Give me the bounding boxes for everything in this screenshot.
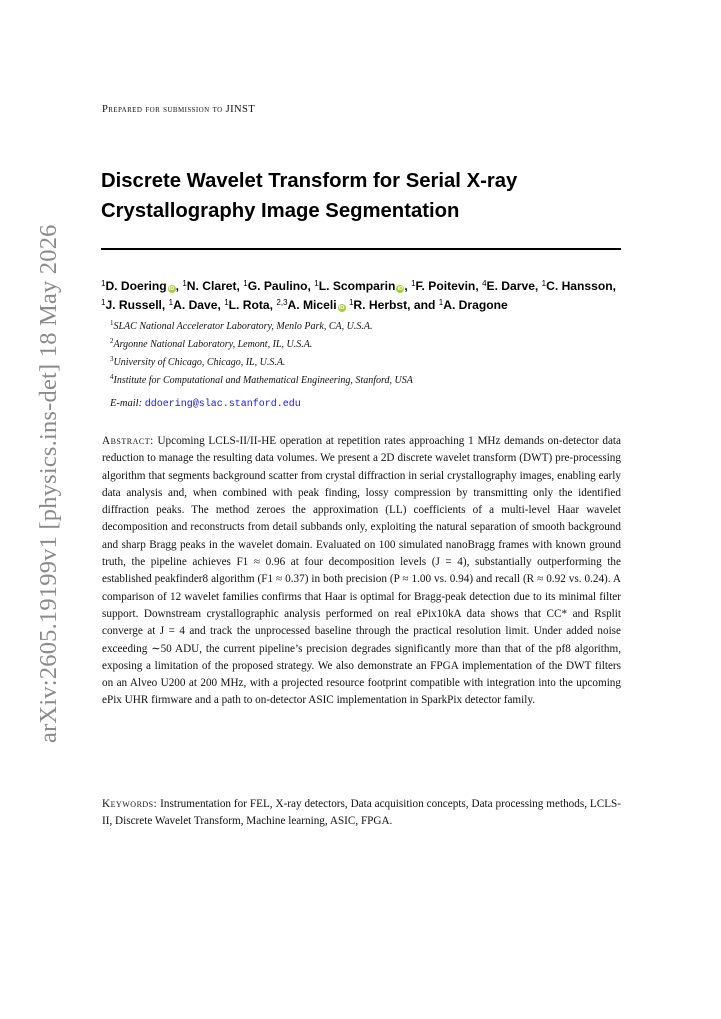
author-affiliation-mark: 2,3 bbox=[276, 298, 288, 307]
abstract-label: Abstract: bbox=[102, 435, 154, 447]
author-affiliation-mark: 1 bbox=[101, 298, 106, 307]
affiliation-list bbox=[110, 318, 620, 390]
author-name: L. Rota bbox=[228, 298, 270, 312]
author-list bbox=[101, 277, 621, 315]
author-affiliation-mark: 1 bbox=[101, 279, 106, 288]
author-affiliation-mark: 1 bbox=[224, 298, 229, 307]
author-separator: , and bbox=[407, 298, 439, 312]
author-affiliation-mark: 1 bbox=[168, 298, 174, 307]
author-affiliation-mark: 1 bbox=[182, 279, 187, 288]
author-name: L. Scomparin bbox=[318, 279, 396, 293]
submission-note: Prepared for submission to JINST bbox=[102, 104, 256, 115]
arxiv-identifier-stamp: arXiv:2605.19199v1 [physics.ins-det] 18 May 2026 bbox=[35, 224, 62, 743]
author-affiliation-mark: 1 bbox=[438, 298, 444, 307]
author-name: C. Hansson bbox=[546, 279, 613, 293]
affiliation-number: 3 bbox=[110, 355, 114, 363]
paper-title: Discrete Wavelet Transform for Serial X-ray Crystallography Image Segmentation bbox=[101, 170, 518, 222]
author-name: A. Miceli bbox=[287, 298, 337, 312]
email-label: E-mail: bbox=[110, 398, 143, 409]
affiliation-item bbox=[110, 336, 620, 354]
author-name: N. Claret bbox=[186, 279, 237, 293]
affiliation-text: University of Chicago, Chicago, IL, U.S.A. bbox=[113, 357, 286, 368]
author-name: D. Doering bbox=[105, 279, 167, 293]
author-separator: , bbox=[217, 298, 225, 312]
author-affiliation-mark: 1 bbox=[243, 279, 248, 288]
affiliation-item bbox=[110, 318, 620, 336]
author-separator: , bbox=[307, 279, 315, 293]
author-affiliation-mark: 1 bbox=[411, 279, 416, 288]
affiliation-number: 2 bbox=[110, 337, 114, 345]
author-name: R. Herbst bbox=[353, 298, 408, 312]
affiliation-item bbox=[110, 372, 620, 390]
author-separator: , bbox=[175, 279, 183, 293]
author-name: E. Darve bbox=[486, 279, 535, 293]
affiliation-number: 1 bbox=[110, 319, 114, 327]
email-link[interactable]: ddoering@slac.stanford.edu bbox=[144, 399, 301, 410]
author-name: F. Poitevin bbox=[415, 279, 476, 293]
author-affiliation-mark: 1 bbox=[314, 279, 319, 288]
author-separator: , bbox=[236, 279, 244, 293]
abstract bbox=[102, 433, 621, 710]
affiliation-text: Institute for Computational and Mathematical Engineering, Stanford, USA bbox=[113, 375, 413, 386]
orcid-icon[interactable]: iD bbox=[397, 286, 404, 292]
author-separator: , bbox=[161, 298, 169, 312]
title-rule bbox=[101, 248, 621, 250]
author-affiliation-mark: 1 bbox=[348, 298, 354, 307]
orcid-icon[interactable]: iD bbox=[338, 305, 345, 311]
abstract-text: Upcoming LCLS-II/II-HE operation at repetition rates approaching 1 MHz demands on-detector data reduction to manage the resulting data volumes. We present a 2D discrete wavelet transform (DWT) pre-processing algorithm that segments background scatter from crystal diffraction in serial crystallography images, enabling early data analysis and, when combined with peak finding, lossy compression by transmitting only the identified diffraction peaks. The method zeroes the approximation (LL) coefficients of a multi-level Haar wavelet decomposition and reconstructs from detail subbands only, exploiting the natural separation of smooth background and sharp Bragg peaks in the wavelet domain. Evaluated on 100 simulated nanoBragg frames with known ground truth, the pipeline achieves F1 ≈ 0.96 at four decomposition levels (J = 4), substantially outperforming the established peakfinder8 algorithm (F1 ≈ 0.37) in both precision (P ≈ 1.00 vs. 0.94) and recall (R ≈ 0.92 vs. 0.24). A comparison of 12 wavelet families confirms that Haar is optimal for Bragg-peak detection due to its minimal filter support. Downstream crystallographic analysis performed on real ePix10kA data shows that CC* and Rsplit converge at J = 4 and track the unprocessed baseline through the practical resolution limit. Under added noise exceeding ∼50 ADU, the current pipeline’s precision degrades significantly more than that of the pf8 algorithm, exposing a limitation of the proposed strategy. We also demonstrate an FPGA implementation of the DWT filters on an Alveo U200 at 200 MHz, with a projected resource footprint compatible with integration into the upcoming ePix UHR firmware and a path to on-detector ASIC implementation in SparkPix detector family. bbox=[102, 435, 621, 707]
keywords-label: Keywords: bbox=[102, 798, 158, 810]
author-affiliation-mark: 4 bbox=[482, 279, 487, 288]
email-line bbox=[110, 398, 301, 410]
author-separator: , bbox=[475, 279, 483, 293]
author-separator: , bbox=[534, 279, 542, 293]
affiliation-item bbox=[110, 354, 620, 372]
author-name: A. Dave bbox=[173, 298, 218, 312]
keywords bbox=[102, 796, 621, 831]
author-name: G. Paulino bbox=[247, 279, 308, 293]
author-name: J. Russell bbox=[105, 298, 162, 312]
affiliation-number: 4 bbox=[110, 373, 114, 381]
orcid-icon[interactable]: iD bbox=[168, 286, 175, 292]
affiliation-text: Argonne National Laboratory, Lemont, IL, U.S.A. bbox=[113, 339, 313, 350]
affiliation-text: SLAC National Accelerator Laboratory, Menlo Park, CA, U.S.A. bbox=[113, 321, 373, 332]
author-separator: , bbox=[612, 279, 617, 293]
keywords-text: Instrumentation for FEL, X-ray detectors, Data acquisition concepts, Data processing methods, LCLS-II, Discrete Wavelet Transform, Machine learning, ASIC, FPGA. bbox=[102, 798, 621, 828]
author-separator: , bbox=[404, 279, 412, 293]
author-separator: , bbox=[269, 298, 277, 312]
author-affiliation-mark: 1 bbox=[541, 279, 547, 288]
author-name: A. Dragone bbox=[443, 298, 508, 312]
